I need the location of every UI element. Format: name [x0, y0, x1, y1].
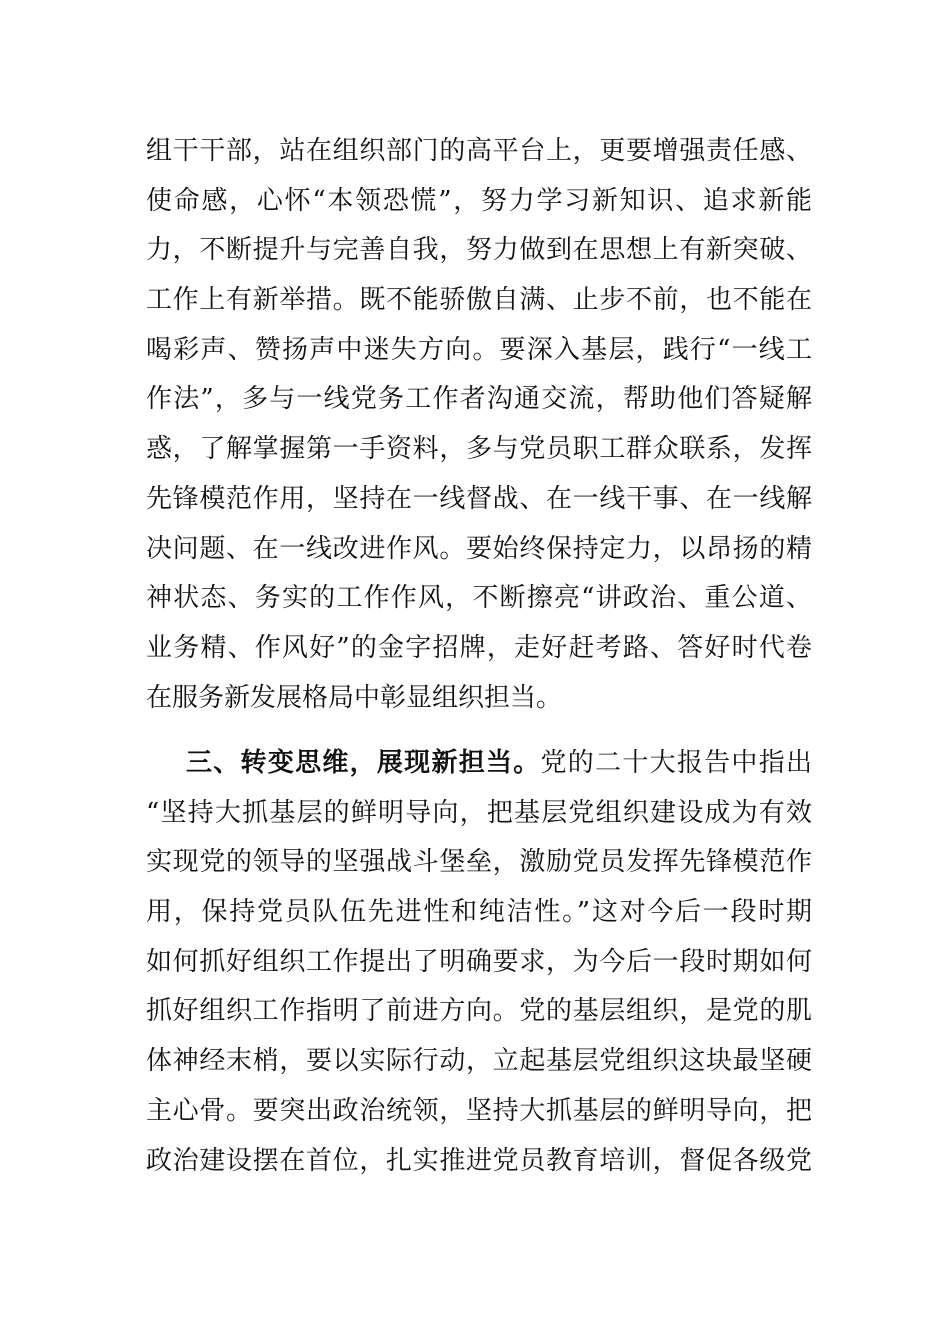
section-heading: 三、转变思维，展现新担当。 — [186, 748, 541, 778]
text-line: 惑，了解掌握第一手资料，多与党员职工群众联系，发挥 — [146, 434, 812, 465]
text-line: 喝彩声、赞扬声中迷失方向。要深入基层，践行“一线工 — [146, 334, 812, 365]
text-line-first — [146, 739, 812, 789]
text-line: 先锋模范作用，坚持在一线督战、在一线干事、在一线解 — [146, 483, 812, 514]
text-line: 组干干部，站在组织部门的高平台上，更要增强责任感、 — [146, 136, 812, 166]
text-line: 决问题、在一线改进作风。要始终保持定力，以昂扬的精 — [146, 533, 812, 564]
text-line: 力，不断提升与完善自我，努力做到在思想上有新突破、 — [146, 235, 812, 266]
paragraph-section-three — [146, 739, 812, 1186]
text-line: 体神经末梢，要以实际行动，立起基层党组织这块最坚硬 — [146, 1046, 812, 1077]
text-line: 作法”，多与一线党务工作者沟通交流，帮助他们答疑解 — [146, 384, 812, 415]
text-line: 政治建设摆在首位，扎实推进党员教育培训，督促各级党 — [146, 1145, 812, 1176]
text-line: “坚持大抓基层的鲜明导向，把基层党组织建设成为有效 — [146, 797, 812, 828]
text-line: 在服务新发展格局中彰显组织担当。 — [146, 682, 563, 713]
text-line: 神状态、务实的工作作风，不断擦亮“讲政治、重公道、 — [146, 583, 812, 614]
text-line: 实现党的领导的坚强战斗堡垒，激励党员发挥先锋模范作 — [146, 847, 812, 878]
text-line: 主心骨。要突出政治统领，坚持大抓基层的鲜明导向，把 — [146, 1095, 812, 1126]
text-line: 工作上有新举措。既不能骄傲自满、止步不前，也不能在 — [146, 285, 812, 316]
text-line: 如何抓好组织工作提出了明确要求，为今后一段时期如何 — [146, 946, 812, 977]
text-line: 业务精、作风好”的金字招牌，走好赶考路、答好时代卷 — [146, 632, 812, 663]
paragraph-continued — [146, 127, 812, 723]
text-line: 使命感，心怀“本领恐慌”，努力学习新知识、追求新能 — [146, 185, 812, 216]
text-line: 抓好组织工作指明了前进方向。党的基层组织，是党的肌 — [146, 996, 812, 1027]
text-line: 用，保持党员队伍先进性和纯洁性。”这对今后一段时期 — [146, 897, 812, 928]
heading-followup-text: 党的二十大报告中指出 — [540, 748, 812, 778]
